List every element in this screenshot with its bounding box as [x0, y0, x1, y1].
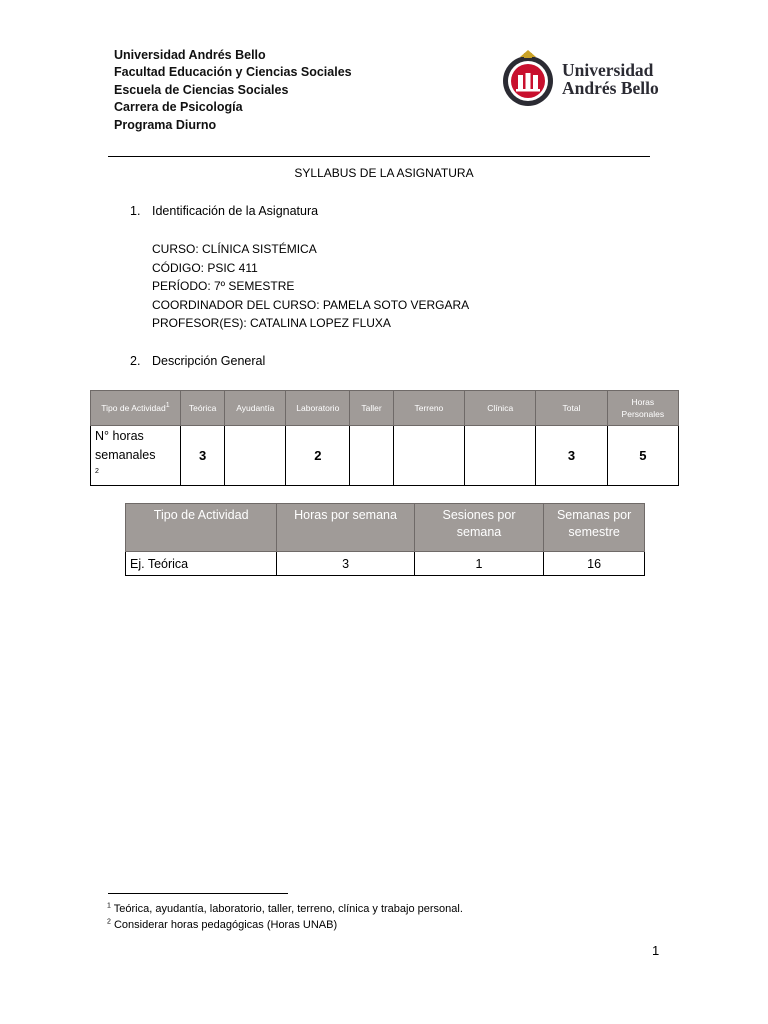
footnote-divider — [108, 893, 288, 894]
footnotes — [107, 901, 463, 933]
logo-line-1: Universidad — [562, 60, 654, 80]
table-header-row — [126, 504, 645, 552]
university-logo — [500, 47, 660, 111]
section-2-title: Descripción General — [152, 354, 266, 368]
table-cell: 1 — [414, 552, 544, 576]
table-cell — [393, 426, 464, 486]
table-row — [91, 426, 679, 486]
table-row — [126, 552, 645, 576]
header-line-career: Carrera de Psicología — [114, 100, 243, 115]
table-header-cell: Clínica — [465, 391, 536, 426]
table-header-cell: Laboratorio — [286, 391, 350, 426]
table-cell: 16 — [544, 552, 645, 576]
header-line-faculty: Facultad Educación y Ciencias Sociales — [114, 65, 352, 80]
activity-hours-table — [90, 390, 679, 486]
header-line-program: Programa Diurno — [114, 117, 217, 132]
table-header-cell: Terreno — [393, 391, 464, 426]
course-coordinator: COORDINADOR DEL CURSO: PAMELA SOTO VERGARA — [152, 297, 470, 312]
logo-wordmark — [562, 61, 659, 97]
table-header-cell: Ayudantía — [225, 391, 286, 426]
table-cell: 5 — [607, 426, 678, 486]
section-1-number: 1. — [130, 204, 141, 218]
table-header-row — [91, 391, 679, 426]
weekly-sessions-table — [125, 503, 645, 576]
table-cell — [465, 426, 536, 486]
table-cell: 3 — [180, 426, 224, 486]
table-cell: 2 — [286, 426, 350, 486]
institution-header — [114, 47, 352, 134]
row-label-cell: N° horas semanales $^2$ — [91, 426, 181, 486]
table-header-cell: Taller — [350, 391, 393, 426]
table-cell — [225, 426, 286, 486]
table-header-cell: Horas Personales — [607, 391, 678, 426]
table-header-cell: Horas por semana — [277, 504, 414, 552]
course-code: CÓDIGO: PSIC 411 — [152, 260, 258, 275]
section-1-heading — [130, 204, 318, 218]
footnote-2: $^2$ Considerar horas pedagógicas (Horas UNAB) — [107, 918, 338, 931]
table-header-cell: Tipo de Actividad — [126, 504, 277, 552]
header-divider — [108, 156, 650, 157]
table-cell — [350, 426, 393, 486]
section-2-heading — [130, 354, 265, 368]
table-header-cell: Teórica — [180, 391, 224, 426]
header-line-school: Escuela de Ciencias Sociales — [114, 82, 289, 97]
table-cell: 3 — [277, 552, 414, 576]
section-1-title: Identificación de la Asignatura — [152, 204, 319, 218]
table-header-cell: Sesiones por semana — [414, 504, 544, 552]
table-header-cell: Tipo de Actividad$^1$ — [91, 391, 181, 426]
course-name: CURSO: CLÍNICA SISTÉMICA — [152, 242, 317, 256]
header-line-university: Universidad Andrés Bello — [114, 48, 266, 62]
logo-line-2: Andrés Bello — [562, 78, 659, 98]
table-cell: Ej. Teórica — [126, 552, 277, 576]
table-header-cell: Total — [536, 391, 607, 426]
university-seal-icon — [500, 47, 556, 111]
course-identification — [152, 240, 469, 333]
course-period: PERÍODO: 7º SEMESTRE — [152, 279, 295, 294]
table-header-cell: Semanas por semestre — [544, 504, 645, 552]
table-cell: 3 — [536, 426, 607, 486]
footnote-1: $^1$ Teórica, ayudantía, laboratorio, taller, terreno, clínica y trabajo personal. — [107, 902, 463, 915]
course-professor: PROFESOR(ES): CATALINA LOPEZ FLUXA — [152, 316, 391, 331]
document-title: SYLLABUS DE LA ASIGNATURA — [294, 166, 474, 180]
section-2-number: 2. — [130, 354, 141, 368]
page-number: 1 — [652, 943, 660, 958]
